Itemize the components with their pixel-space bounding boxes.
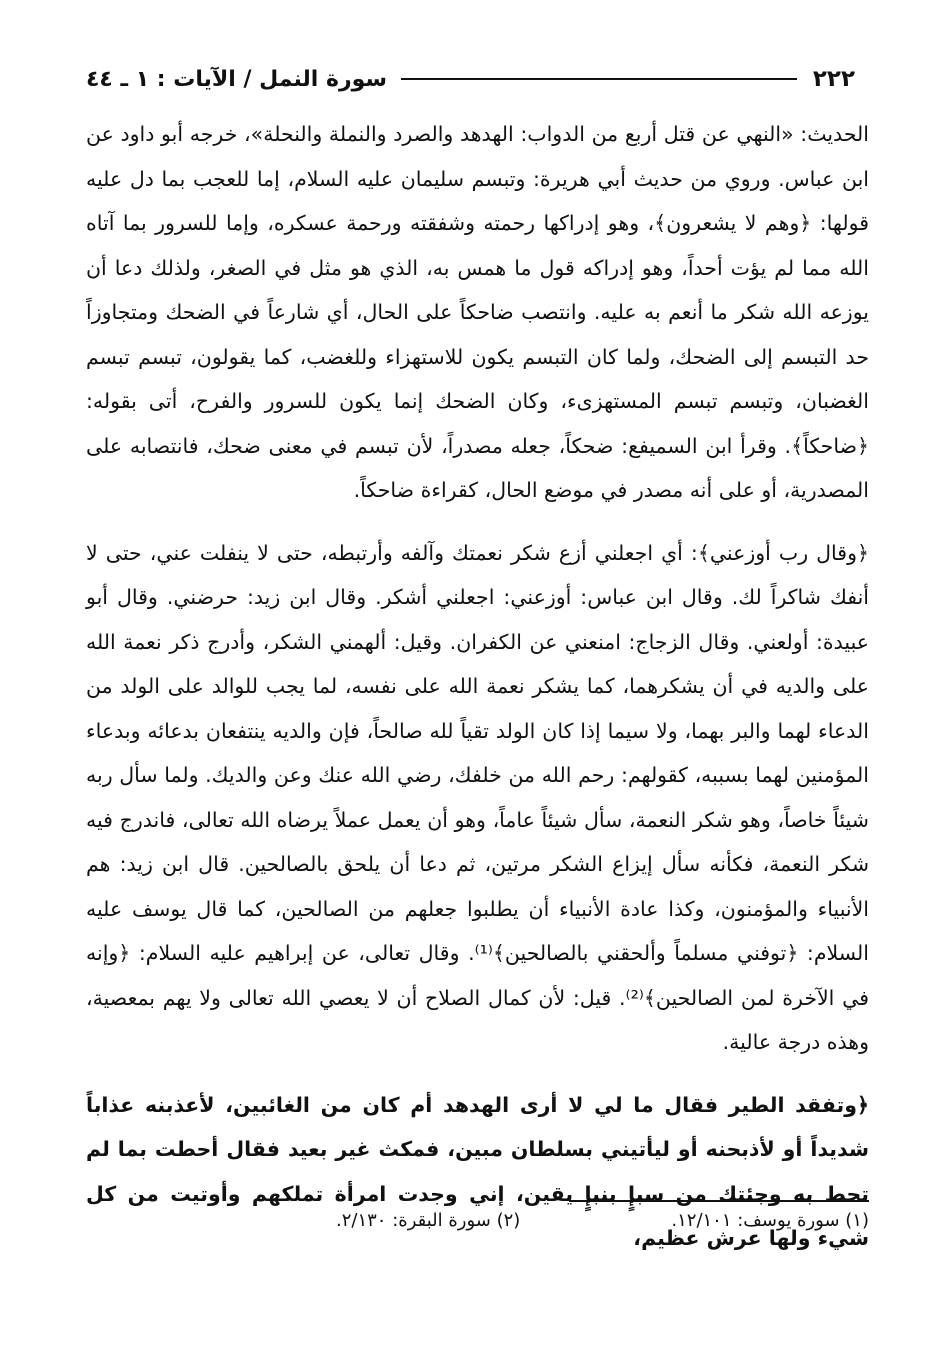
page-number: ٢٢٢: [812, 66, 855, 92]
page-header: [86, 62, 855, 96]
main-text: [86, 112, 869, 1261]
footnotes: [86, 1210, 869, 1231]
footnote-1: (١) سورة يوسف: ١٢/١٠١.: [671, 1210, 869, 1231]
paragraph-awzini: ﴿وقال رب أوزعني﴾: أي اجعلني أزع شكر نعمتك وآلفه وأرتبطه، حتى لا ينفلت عني، حتى لا أنفك شاكراً لك. وقال ابن عباس: أوزعني: اجعلني أشكر. وقال ابن زيد: حرضني. وقال أبو عبيدة: أولعني. وقال الزجاج: امنعني عن الكفران. وقيل: ألهمني الشكر، وأدرج ذكر نعمة الله على والديه في أن يشكرهما، كما يشكر نعمة الله على نفسه، لما يجب للوالد على الولد من الدعاء لهما والبر بهما، ولا سيما إذا كان الولد تقياً لله صالحاً، فإن والديه ينتفعان بدعائه وبدعاء المؤمنين لهما بسببه، كقولهم: رحم الله من خلفك، رضي الله عنك وعن والديك. ولما سأل ربه شيئاً خاصاً، وهو شكر النعمة، سأل شيئاً عاماً، وهو أن يعمل عملاً يرضاه الله تعالى، فاندرج فيه شكر النعمة، فكأنه سأل إيزاع الشكر مرتين، ثم دعا أن يلحق بالصالحين. قال ابن زيد: هم الأنبياء والمؤمنون، وكذا عادة الأنبياء أن يطلبوا جعلهم من الصالحين، كما قال يوسف عليه السلام: ﴿توفني مسلماً وألحقني بالصالحين﴾⁽¹⁾. وقال تعالى، عن إبراهيم عليه السلام: ﴿وإنه في الآخرة لمن الصالحين﴾⁽²⁾. قيل: لأن كمال الصلاح أن لا يعصي الله تعالى ولا يهم بمعصية، وهذه درجة عالية.: [86, 540, 869, 1054]
footnote-rule: [569, 1200, 869, 1202]
running-title: سورة النمل / الآيات : ١ ـ ٤٤: [86, 66, 388, 92]
footnote-2: (٢) سورة البقرة: ٢/١٣٠.: [336, 1210, 521, 1231]
paragraph-tafsir-smile: الحديث: «النهي عن قتل أربع من الدواب: الهدهد والصرد والنملة والنحلة»، خرجه أبو داود عن ابن عباس. وروي من حديث أبي هريرة: وتبسم سليمان عليه السلام، إما للعجب بما دل عليه قولها: ﴿وهم لا يشعرون﴾، وهو إدراكها رحمته وشفقته ورحمة عسكره، وإما للسرور بما آتاه الله مما لم يؤت أحداً، وهو إدراكه قول ما همس به، الذي هو مثل في الصغر، ولذلك دعا أن يوزعه الله شكر ما أنعم به عليه. وانتصب ضاحكاً على الحال، أي شارعاً في الضحك ومتجاوزاً حد التبسم إلى الضحك، ولما كان التبسم يكون للاستهزاء وللغضب، كما يقولون، تبسم تبسم الغضبان، وتبسم تبسم المستهزىء، وكان الضحك إنما يكون للسرور والفرح، أتى بقوله: ﴿ضاحكاً﴾. وقرأ ابن السميفع: ضحكاً، جعله مصدراً، لأن تبسم في معنى ضحك، فانتصابه على المصدرية، أو على أنه مصدر في موضع الحال، كقراءة ضاحكاً.: [86, 122, 869, 502]
quran-verse-paragraph: ﴿وتفقد الطير فقال ما لي لا أرى الهدهد أم كان من الغائبين، لأعذبنه عذاباً شديداً أو لأذبحنه أو ليأتيني بسلطان مبين، فمكث غير بعيد فقال أحطت بما لم تحط به وجئتك من سبإٍ بنبإٍ يقين، إني وجدت امرأة تملكهم وأوتيت من كل شيء ولها عرش عظيم،: [86, 1092, 869, 1250]
header-rule: [401, 78, 797, 80]
